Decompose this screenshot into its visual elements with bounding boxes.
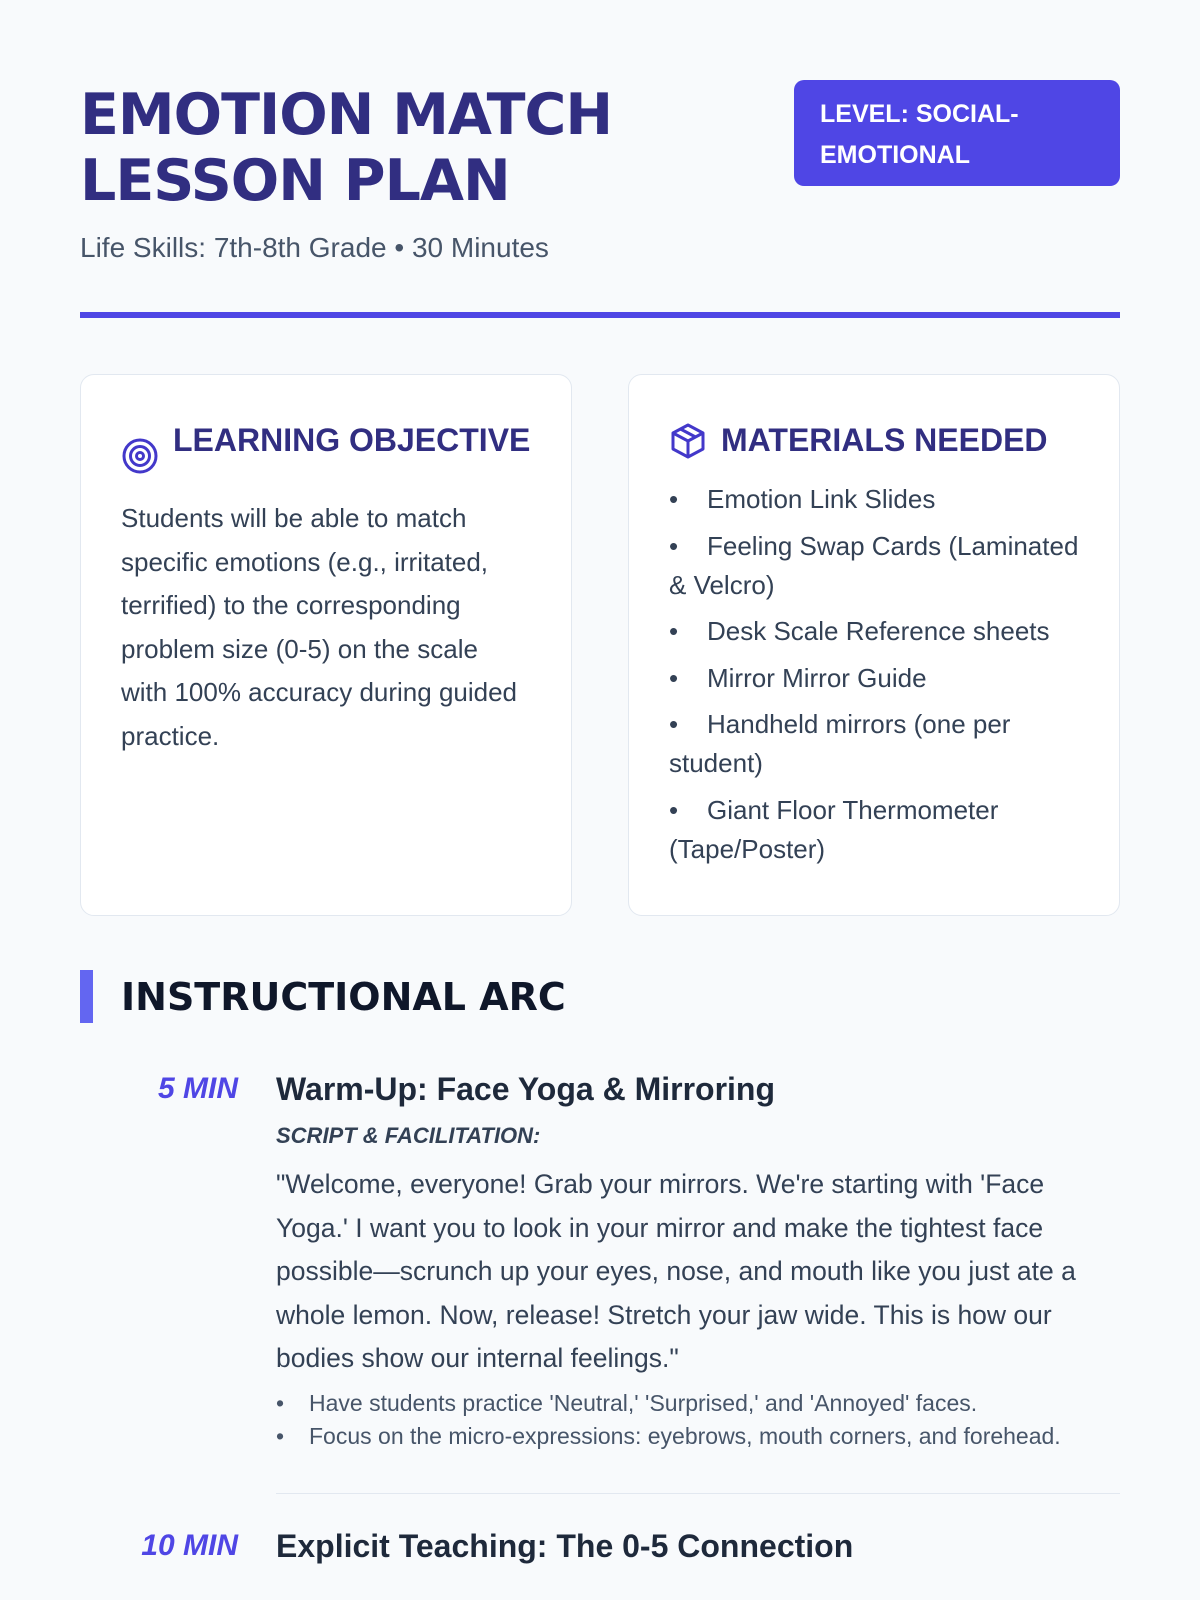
list-item: • Mirror Mirror Guide: [669, 662, 927, 693]
arc-step-explicit-teaching: [80, 1524, 1120, 1568]
header-divider: [80, 312, 1120, 318]
page-title: EMOTION MATCH LESSON PLAN: [80, 82, 613, 214]
header: [80, 0, 1120, 320]
facilitation-tips: [276, 1387, 1120, 1453]
level-badge: LEVEL: SOCIAL-EMOTIONAL: [794, 80, 1120, 186]
step-divider: [276, 1493, 1120, 1495]
list-item: • Feeling Swap Cards (Laminated & Velcro): [669, 530, 1079, 600]
list-item: • Giant Floor Thermometer (Tape/Poster): [669, 794, 999, 864]
materials-title: MATERIALS NEEDED: [721, 422, 1048, 458]
step-title: Explicit Teaching: The 0-5 Connection: [276, 1528, 854, 1564]
list-item: • Have students practice 'Neutral,' 'Surprised,' and 'Annoyed' faces.: [276, 1389, 978, 1416]
script-label: SCRIPT & FACILITATION:: [276, 1123, 541, 1148]
section-accent-bar: [80, 970, 93, 1023]
instructional-arc-header: [80, 970, 1120, 1023]
list-item: • Desk Scale Reference sheets: [669, 616, 1050, 646]
objective-title: LEARNING OBJECTIVE: [173, 422, 531, 458]
info-cards: [80, 374, 1120, 916]
package-icon: [669, 422, 707, 460]
script-text: "Welcome, everyone! Grab your mirrors. We're starting with 'Face Yoga.' I want you to look in your mirror and make the tightest face possible—scrunch up your eyes, nose, and mouth like you just ate a whole lemon. Now, release! Stretch your jaw wide. This is how our bodies show our internal feelings.": [276, 1169, 1076, 1373]
page-subtitle: Life Skills: 7th-8th Grade • 30 Minutes: [80, 232, 549, 263]
objective-card: [80, 374, 572, 916]
section-title: INSTRUCTIONAL ARC: [121, 974, 566, 1019]
step-title: Warm-Up: Face Yoga & Mirroring: [276, 1071, 776, 1107]
step-time: 5 MIN: [157, 1072, 238, 1105]
materials-card-header: [669, 417, 1079, 464]
list-item: • Handheld mirrors (one per student): [669, 709, 1011, 778]
step-content: [276, 1067, 1120, 1453]
list-item: • Focus on the micro-expressions: eyebrows, mouth corners, and forehead.: [276, 1422, 1061, 1449]
materials-card: [628, 374, 1120, 916]
arc-step-warmup: [80, 1067, 1120, 1453]
list-item: • Emotion Link Slides: [669, 484, 936, 514]
materials-list: [669, 480, 1079, 869]
objective-card-header: [121, 417, 531, 475]
step-content: [276, 1524, 1120, 1568]
step-time: 10 MIN: [141, 1529, 238, 1562]
target-icon: [121, 437, 159, 475]
objective-text: Students will be able to match specific emotions (e.g., irritated, terrified) to the corresponding problem size (0-5) on the scale with 100% accuracy during guided practice.: [121, 503, 518, 751]
